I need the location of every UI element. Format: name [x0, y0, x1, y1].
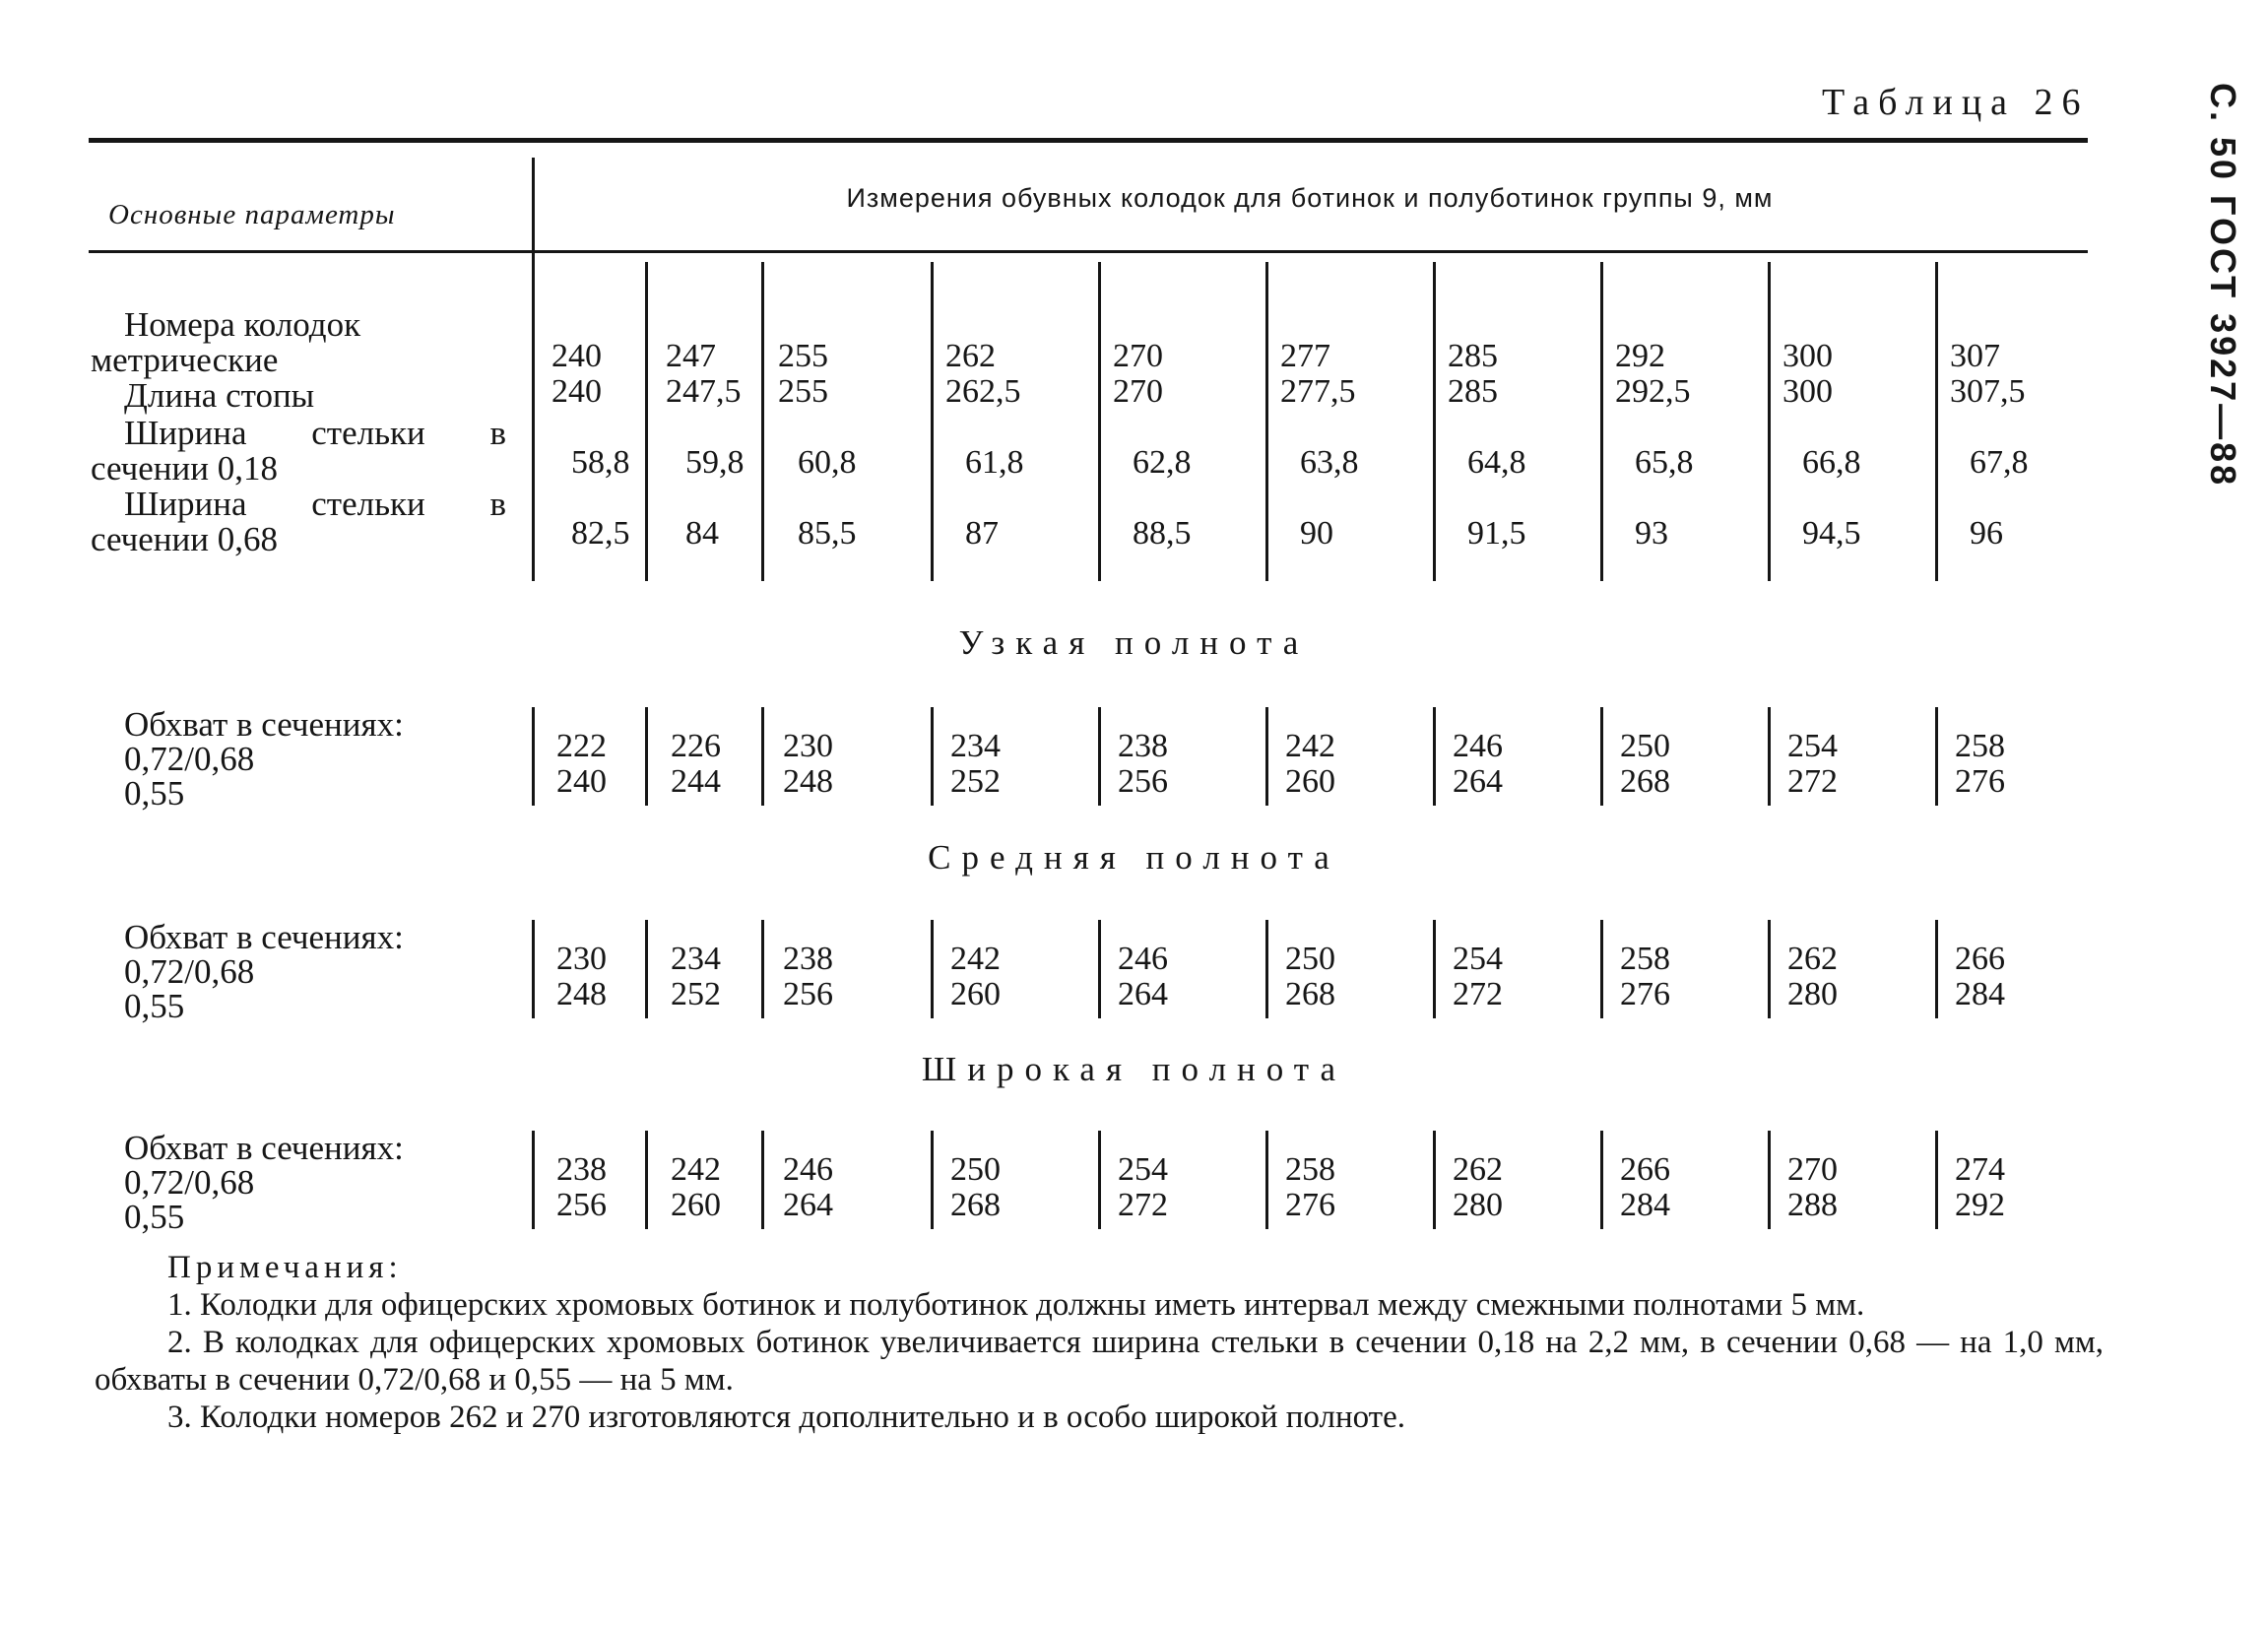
width-068-cell: 88,5	[1133, 515, 1192, 552]
width-068-cell: 93	[1635, 515, 1668, 552]
section-divider	[1265, 920, 1268, 1018]
girth-055-cell: 280	[1453, 1187, 1503, 1223]
girth-055-cell: 268	[1285, 976, 1335, 1012]
girth-055-cell: 244	[671, 763, 721, 800]
girth-072-cell: 258	[1285, 1151, 1335, 1188]
girth-072-cell: 226	[671, 728, 721, 764]
last-number-cell: 247	[666, 338, 716, 374]
last-number-cell: 270	[1113, 338, 1163, 374]
column-header-params: Основные параметры	[108, 199, 396, 230]
section-divider	[1600, 1131, 1603, 1229]
girth-072-cell: 230	[556, 941, 607, 977]
girth-072-cell: 242	[1285, 728, 1335, 764]
girth-072-cell: 250	[1285, 941, 1335, 977]
standard-side-header: С. 50 ГОСТ 3927—88	[2203, 83, 2243, 488]
girth-072-cell: 242	[950, 941, 1001, 977]
foot-length-cell: 307,5	[1950, 373, 2026, 410]
girth-055-cell: 252	[671, 976, 721, 1012]
girth-055-cell: 268	[950, 1187, 1001, 1223]
section-divider	[1098, 1131, 1101, 1229]
width-068-cell: 84	[685, 515, 719, 552]
width-018-cell: 67,8	[1970, 444, 2029, 481]
section-title-narrow: Узкая полнота	[958, 623, 1310, 662]
last-number-cell: 285	[1448, 338, 1498, 374]
girth-section-072-narrow: 0,72/0,68	[124, 740, 255, 778]
width-018-cell: 58,8	[571, 444, 630, 481]
column-divider-top	[761, 262, 764, 581]
section-divider	[645, 920, 648, 1018]
section-divider	[1265, 707, 1268, 806]
girth-055-cell: 260	[671, 1187, 721, 1223]
girth-055-cell: 264	[783, 1187, 833, 1223]
girth-072-cell: 238	[1118, 728, 1168, 764]
param-last-numbers-2: метрические	[91, 341, 279, 379]
foot-length-cell: 285	[1448, 373, 1498, 410]
section-divider	[532, 1131, 535, 1229]
girth-055-cell: 260	[1285, 763, 1335, 800]
foot-length-cell: 277,5	[1280, 373, 1356, 410]
note-3: 3. Колодки номеров 262 и 270 изготовляются дополнительно и в особо широкой полноте.	[167, 1400, 1405, 1435]
column-divider-top	[1265, 262, 1268, 581]
girth-055-cell: 240	[556, 763, 607, 800]
section-divider	[1433, 1131, 1436, 1229]
last-number-cell: 262	[945, 338, 996, 374]
width-068-cell: 94,5	[1802, 515, 1861, 552]
column-divider-top	[1768, 262, 1771, 581]
last-number-cell: 255	[778, 338, 828, 374]
section-divider	[761, 707, 764, 806]
width-068-cell: 85,5	[798, 515, 857, 552]
param-width-018-2: сечении 0,18	[91, 449, 278, 488]
column-divider-top	[645, 262, 648, 581]
girth-072-cell: 270	[1787, 1151, 1838, 1188]
foot-length-cell: 270	[1113, 373, 1163, 410]
width-018-cell: 66,8	[1802, 444, 1861, 481]
column-divider-top	[1098, 262, 1101, 581]
girth-072-cell: 258	[1620, 941, 1670, 977]
param-width-068-2: сечении 0,68	[91, 520, 278, 558]
param-column-divider	[532, 158, 535, 581]
width-018-cell: 62,8	[1133, 444, 1192, 481]
param-foot-length: Длина стопы	[124, 376, 315, 415]
width-018-cell: 60,8	[798, 444, 857, 481]
girth-072-cell: 230	[783, 728, 833, 764]
notes-block	[95, 1249, 2104, 1436]
param-width-068: Ширина стельки в	[124, 485, 506, 523]
table-number-label: Таблица 26	[1822, 82, 2090, 123]
girth-055-cell: 260	[950, 976, 1001, 1012]
girth-section-072-wide: 0,72/0,68	[124, 1163, 255, 1202]
section-divider	[1600, 707, 1603, 806]
foot-length-cell: 262,5	[945, 373, 1021, 410]
girth-072-cell: 266	[1955, 941, 2005, 977]
last-number-cell: 240	[551, 338, 602, 374]
section-title-medium: Средняя полнота	[928, 838, 1340, 877]
girth-055-cell: 280	[1787, 976, 1838, 1012]
section-divider	[761, 1131, 764, 1229]
girth-055-cell: 248	[556, 976, 607, 1012]
last-number-cell: 307	[1950, 338, 2000, 374]
foot-length-cell: 255	[778, 373, 828, 410]
girth-055-cell: 276	[1285, 1187, 1335, 1223]
section-divider	[1935, 707, 1938, 806]
girth-055-cell: 284	[1620, 1187, 1670, 1223]
column-divider-top	[1935, 262, 1938, 581]
girth-055-cell: 272	[1118, 1187, 1168, 1223]
girth-section-055-medium: 0,55	[124, 987, 185, 1025]
girth-072-cell: 250	[1620, 728, 1670, 764]
width-018-cell: 65,8	[1635, 444, 1694, 481]
section-divider	[1768, 1131, 1771, 1229]
last-number-cell: 300	[1782, 338, 1833, 374]
girth-072-cell: 238	[556, 1151, 607, 1188]
girth-055-cell: 264	[1453, 763, 1503, 800]
column-divider-top	[1600, 262, 1603, 581]
girth-072-cell: 274	[1955, 1151, 2005, 1188]
girth-055-cell: 256	[783, 976, 833, 1012]
foot-length-cell: 300	[1782, 373, 1833, 410]
girth-072-cell: 262	[1787, 941, 1838, 977]
width-068-cell: 91,5	[1467, 515, 1526, 552]
section-title-wide: Широкая полнота	[921, 1050, 1347, 1088]
girth-055-cell: 252	[950, 763, 1001, 800]
girth-072-cell: 254	[1453, 941, 1503, 977]
girth-072-cell: 246	[1118, 941, 1168, 977]
girth-072-cell: 266	[1620, 1151, 1670, 1188]
girth-055-cell: 256	[1118, 763, 1168, 800]
section-divider	[1935, 1131, 1938, 1229]
girth-072-cell: 254	[1118, 1151, 1168, 1188]
column-divider-top	[1433, 262, 1436, 581]
section-divider	[761, 920, 764, 1018]
girth-055-cell: 292	[1955, 1187, 2005, 1223]
section-divider	[1433, 707, 1436, 806]
table-top-rule	[89, 138, 2088, 143]
girth-label-medium: Обхват в сечениях:	[124, 918, 404, 956]
last-number-cell: 277	[1280, 338, 1330, 374]
girth-055-cell: 276	[1955, 763, 2005, 800]
section-divider	[1935, 920, 1938, 1018]
girth-055-cell: 284	[1955, 976, 2005, 1012]
girth-section-072-medium: 0,72/0,68	[124, 952, 255, 991]
section-divider	[532, 707, 535, 806]
column-divider-top	[931, 262, 934, 581]
girth-072-cell: 238	[783, 941, 833, 977]
girth-section-055-wide: 0,55	[124, 1198, 185, 1236]
girth-055-cell: 272	[1787, 763, 1838, 800]
foot-length-cell: 292,5	[1615, 373, 1691, 410]
girth-055-cell: 288	[1787, 1187, 1838, 1223]
section-divider	[931, 707, 934, 806]
section-divider	[1600, 920, 1603, 1018]
girth-055-cell: 272	[1453, 976, 1503, 1012]
section-divider	[1768, 707, 1771, 806]
section-divider	[532, 920, 535, 1018]
section-divider	[645, 707, 648, 806]
section-divider	[931, 1131, 934, 1229]
width-018-cell: 59,8	[685, 444, 745, 481]
width-068-cell: 82,5	[571, 515, 630, 552]
section-divider	[1433, 920, 1436, 1018]
section-divider	[1098, 920, 1101, 1018]
width-018-cell: 63,8	[1300, 444, 1359, 481]
girth-072-cell: 258	[1955, 728, 2005, 764]
girth-055-cell: 264	[1118, 976, 1168, 1012]
note-2: 2. В колодках для офицерских хромовых ботинок увеличивается ширина стельки в сечении 0,18 на 2,2 мм, в сечении 0,68 — на 1,0 мм, обхваты в сечении 0,72/0,68 и 0,55 — на 5 мм.	[95, 1325, 2104, 1398]
section-divider	[931, 920, 934, 1018]
section-divider	[1265, 1131, 1268, 1229]
girth-072-cell: 246	[783, 1151, 833, 1188]
girth-072-cell: 254	[1787, 728, 1838, 764]
girth-055-cell: 248	[783, 763, 833, 800]
girth-072-cell: 242	[671, 1151, 721, 1188]
girth-072-cell: 262	[1453, 1151, 1503, 1188]
width-018-cell: 61,8	[965, 444, 1024, 481]
girth-label-narrow: Обхват в сечениях:	[124, 705, 404, 744]
girth-055-cell: 276	[1620, 976, 1670, 1012]
girth-072-cell: 246	[1453, 728, 1503, 764]
girth-055-cell: 256	[556, 1187, 607, 1223]
notes-title: Примечания:	[167, 1250, 403, 1285]
width-018-cell: 64,8	[1467, 444, 1526, 481]
girth-072-cell: 234	[950, 728, 1001, 764]
column-header-measurements: Измерения обувных колодок для ботинок и полуботинок группы 9, мм	[846, 183, 1774, 213]
girth-072-cell: 250	[950, 1151, 1001, 1188]
width-068-cell: 87	[965, 515, 999, 552]
width-068-cell: 90	[1300, 515, 1333, 552]
girth-055-cell: 268	[1620, 763, 1670, 800]
section-divider	[645, 1131, 648, 1229]
girth-section-055-narrow: 0,55	[124, 774, 185, 813]
note-1: 1. Колодки для офицерских хромовых ботинок и полуботинок должны иметь интервал между смежными полнотами 5 мм.	[167, 1287, 1865, 1323]
param-width-018: Ширина стельки в	[124, 414, 506, 452]
girth-label-wide: Обхват в сечениях:	[124, 1129, 404, 1167]
table-header-rule	[89, 250, 2088, 253]
section-divider	[1768, 920, 1771, 1018]
girth-072-cell: 222	[556, 728, 607, 764]
last-number-cell: 292	[1615, 338, 1665, 374]
param-last-numbers: Номера колодок	[124, 305, 361, 344]
foot-length-cell: 247,5	[666, 373, 742, 410]
width-068-cell: 96	[1970, 515, 2003, 552]
section-divider	[1098, 707, 1101, 806]
foot-length-cell: 240	[551, 373, 602, 410]
girth-072-cell: 234	[671, 941, 721, 977]
